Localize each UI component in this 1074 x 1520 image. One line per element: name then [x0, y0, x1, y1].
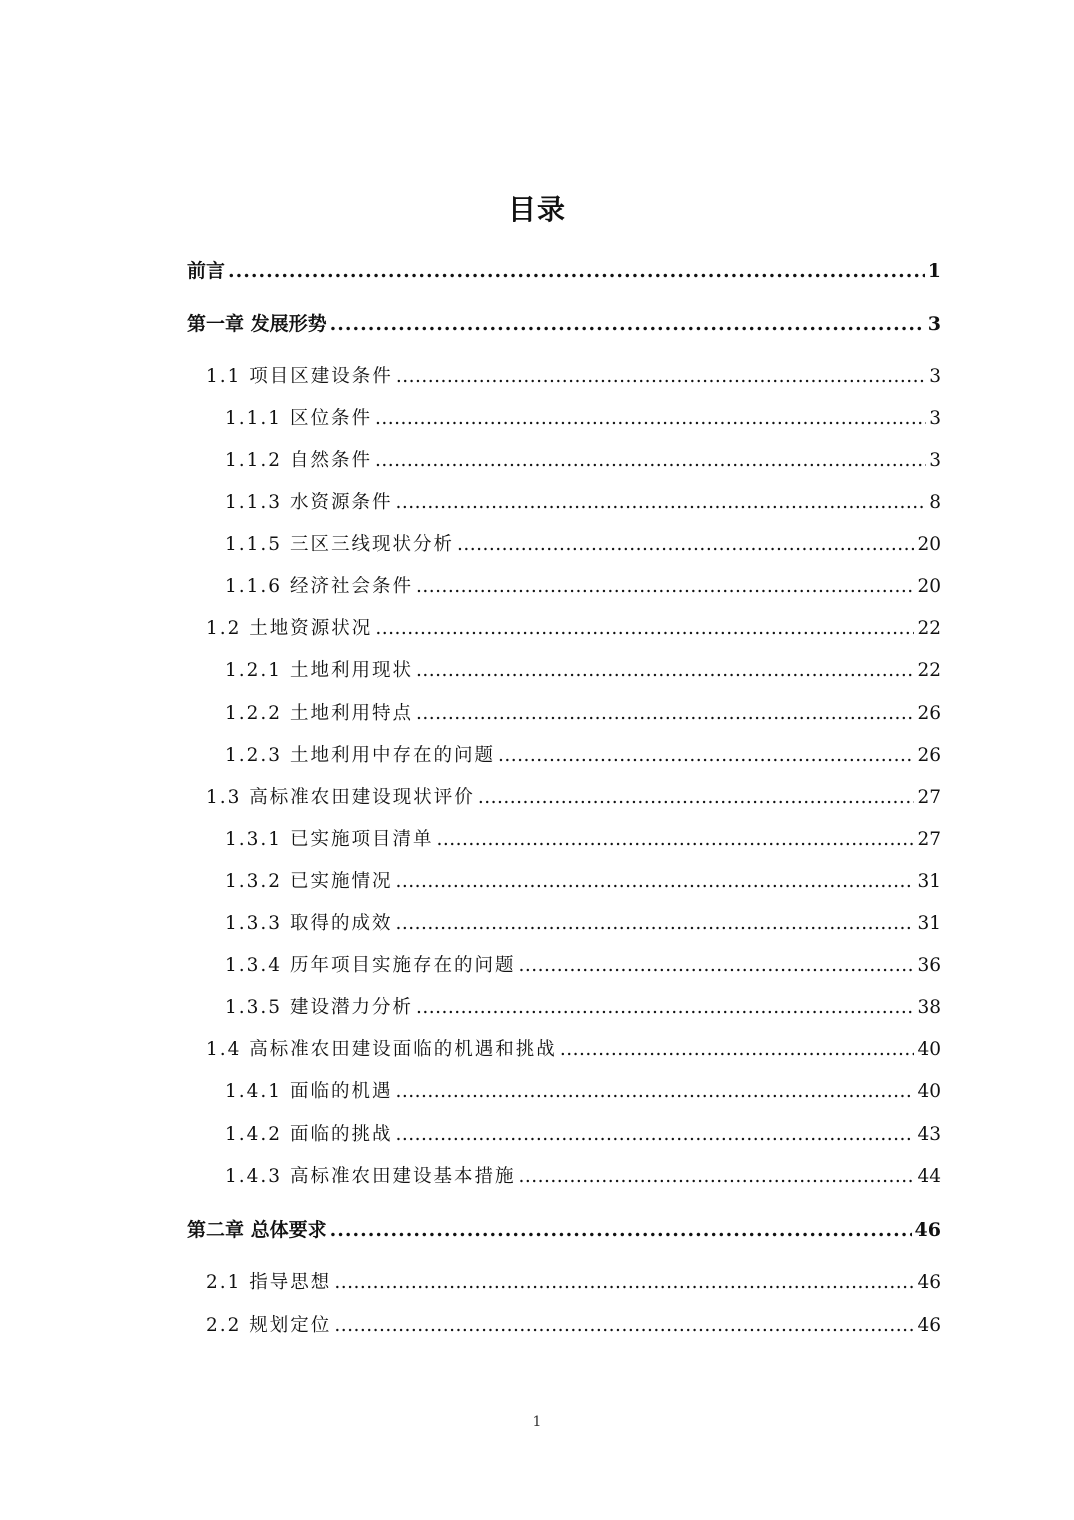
toc-entry-label: 1.4.3 高标准农田建设基本措施: [225, 1166, 516, 1187]
toc-entry-page-number: 3: [927, 313, 941, 335]
toc-entry-label: 2.2 规划定位: [206, 1315, 332, 1336]
toc-dot-leader: [478, 784, 915, 812]
toc-dot-leader: [395, 1078, 914, 1106]
toc-dot-leader: [395, 489, 926, 517]
toc-dot-leader: [334, 1312, 914, 1340]
toc-dot-leader: [396, 363, 926, 391]
toc-entry-label: 1.2 土地资源状况: [206, 618, 373, 639]
toc-dot-leader: [498, 742, 914, 770]
toc-dot-leader: [436, 826, 914, 854]
toc-entry[interactable]: [206, 1312, 941, 1340]
toc-entry-page-number: 36: [917, 955, 941, 976]
toc-entry[interactable]: [225, 657, 941, 685]
toc-entry[interactable]: [225, 1163, 941, 1191]
toc-entry-page-number: 3: [929, 408, 941, 429]
toc-entry-page-number: 31: [917, 913, 941, 934]
toc-entry[interactable]: [225, 952, 941, 980]
toc-entry-page-number: 3: [929, 366, 941, 387]
toc-entry[interactable]: [225, 868, 941, 896]
toc-dot-leader: [416, 700, 914, 728]
toc-entry-page-number: 22: [917, 660, 941, 681]
toc-entry[interactable]: [206, 615, 941, 643]
toc-entry-page-number: 46: [914, 1219, 941, 1241]
footer-page-number: 1: [532, 1414, 542, 1430]
toc-entry-label: 1.4 高标准农田建设面临的机遇和挑战: [206, 1039, 557, 1060]
toc-entry[interactable]: [225, 405, 941, 433]
toc-entry-page-number: 44: [917, 1166, 941, 1187]
toc-entry-page-number: 26: [917, 703, 941, 724]
toc-entry-label: 1.1 项目区建设条件: [206, 366, 393, 387]
toc-dot-leader: [518, 1163, 914, 1191]
toc-entry-label: 1.2.3 土地利用中存在的问题: [225, 745, 495, 766]
toc-dot-leader: [395, 1121, 914, 1149]
toc-entry[interactable]: [225, 1078, 941, 1106]
toc-entry-label: 1.3.5 建设潜力分析: [225, 997, 413, 1018]
toc-entry-label: 1.3.4 历年项目实施存在的问题: [225, 955, 516, 976]
toc-entry[interactable]: [187, 257, 941, 285]
toc-entry-page-number: 43: [917, 1124, 941, 1145]
toc-entry-page-number: 46: [917, 1315, 941, 1336]
toc-entry[interactable]: [206, 1269, 941, 1297]
toc-entry-page-number: 27: [917, 829, 941, 850]
toc-entry-label: 1.1.3 水资源条件: [225, 492, 393, 513]
toc-entry-label: 1.1.1 区位条件: [225, 408, 372, 429]
toc-entry[interactable]: [187, 1216, 941, 1244]
toc-entry-label: 前言: [187, 260, 226, 282]
toc-entry-page-number: 20: [917, 534, 941, 555]
toc-entry-label: 1.1.6 经济社会条件: [225, 576, 413, 597]
toc-entry-page-number: 38: [917, 997, 941, 1018]
toc-entry[interactable]: [225, 447, 941, 475]
toc-dot-leader: [457, 531, 914, 559]
toc-entry-label: 1.1.5 三区三线现状分析: [225, 534, 454, 555]
toc-dot-leader: [518, 952, 914, 980]
toc-entry-page-number: 31: [917, 871, 941, 892]
toc-entry[interactable]: [187, 310, 941, 338]
toc-entry-label: 1.3.2 已实施情况: [225, 871, 393, 892]
toc-entry-page-number: 40: [917, 1081, 941, 1102]
toc-entry-page-number: 1: [927, 260, 941, 282]
toc-entry[interactable]: [206, 784, 941, 812]
toc-entry[interactable]: [225, 826, 941, 854]
toc-dot-leader: [334, 1269, 914, 1297]
toc-entry-label: 1.4.1 面临的机遇: [225, 1081, 393, 1102]
toc-entry-page-number: 3: [929, 450, 941, 471]
toc-entry[interactable]: [206, 1036, 941, 1064]
toc-entry-page-number: 22: [917, 618, 941, 639]
toc-entry-label: 1.2.2 土地利用特点: [225, 703, 413, 724]
toc-entry[interactable]: [225, 742, 941, 770]
toc-entry-label: 1.3 高标准农田建设现状评价: [206, 787, 475, 808]
toc-entry-page-number: 27: [917, 787, 941, 808]
toc-entry[interactable]: [225, 700, 941, 728]
page-title: 目录: [507, 193, 566, 226]
toc-dot-leader: [416, 573, 914, 601]
toc-entry-label: 2.1 指导思想: [206, 1272, 332, 1293]
toc-dot-leader: [560, 1036, 915, 1064]
toc-entry[interactable]: [225, 994, 941, 1022]
toc-entry-label: 第二章 总体要求: [187, 1219, 327, 1241]
toc-dot-leader: [395, 868, 914, 896]
toc-entry[interactable]: [225, 531, 941, 559]
toc-dot-leader: [416, 657, 914, 685]
toc-entry-page-number: 40: [917, 1039, 941, 1060]
toc-entry[interactable]: [225, 489, 941, 517]
toc-entry[interactable]: [225, 910, 941, 938]
toc-dot-leader: [375, 405, 926, 433]
toc-entry-page-number: 8: [929, 492, 941, 513]
toc-entry-page-number: 46: [917, 1272, 941, 1293]
toc-entry[interactable]: [206, 363, 941, 391]
toc-dot-leader: [375, 447, 926, 475]
toc-entry-label: 1.2.1 土地利用现状: [225, 660, 413, 681]
toc-entry[interactable]: [225, 573, 941, 601]
toc-entry-label: 第一章 发展形势: [187, 313, 327, 335]
toc-entry-label: 1.3.1 已实施项目清单: [225, 829, 434, 850]
toc-dot-leader: [330, 1216, 912, 1244]
toc-dot-leader: [228, 257, 925, 285]
toc-dot-leader: [330, 310, 925, 338]
toc-entry-page-number: 20: [917, 576, 941, 597]
toc-dot-leader: [395, 910, 914, 938]
toc-dot-leader: [375, 615, 914, 643]
toc-entry-page-number: 26: [917, 745, 941, 766]
toc-entry[interactable]: [225, 1121, 941, 1149]
toc-entry-label: 1.4.2 面临的挑战: [225, 1124, 393, 1145]
toc-entry-label: 1.3.3 取得的成效: [225, 913, 393, 934]
toc-dot-leader: [416, 994, 914, 1022]
toc-entry-label: 1.1.2 自然条件: [225, 450, 372, 471]
